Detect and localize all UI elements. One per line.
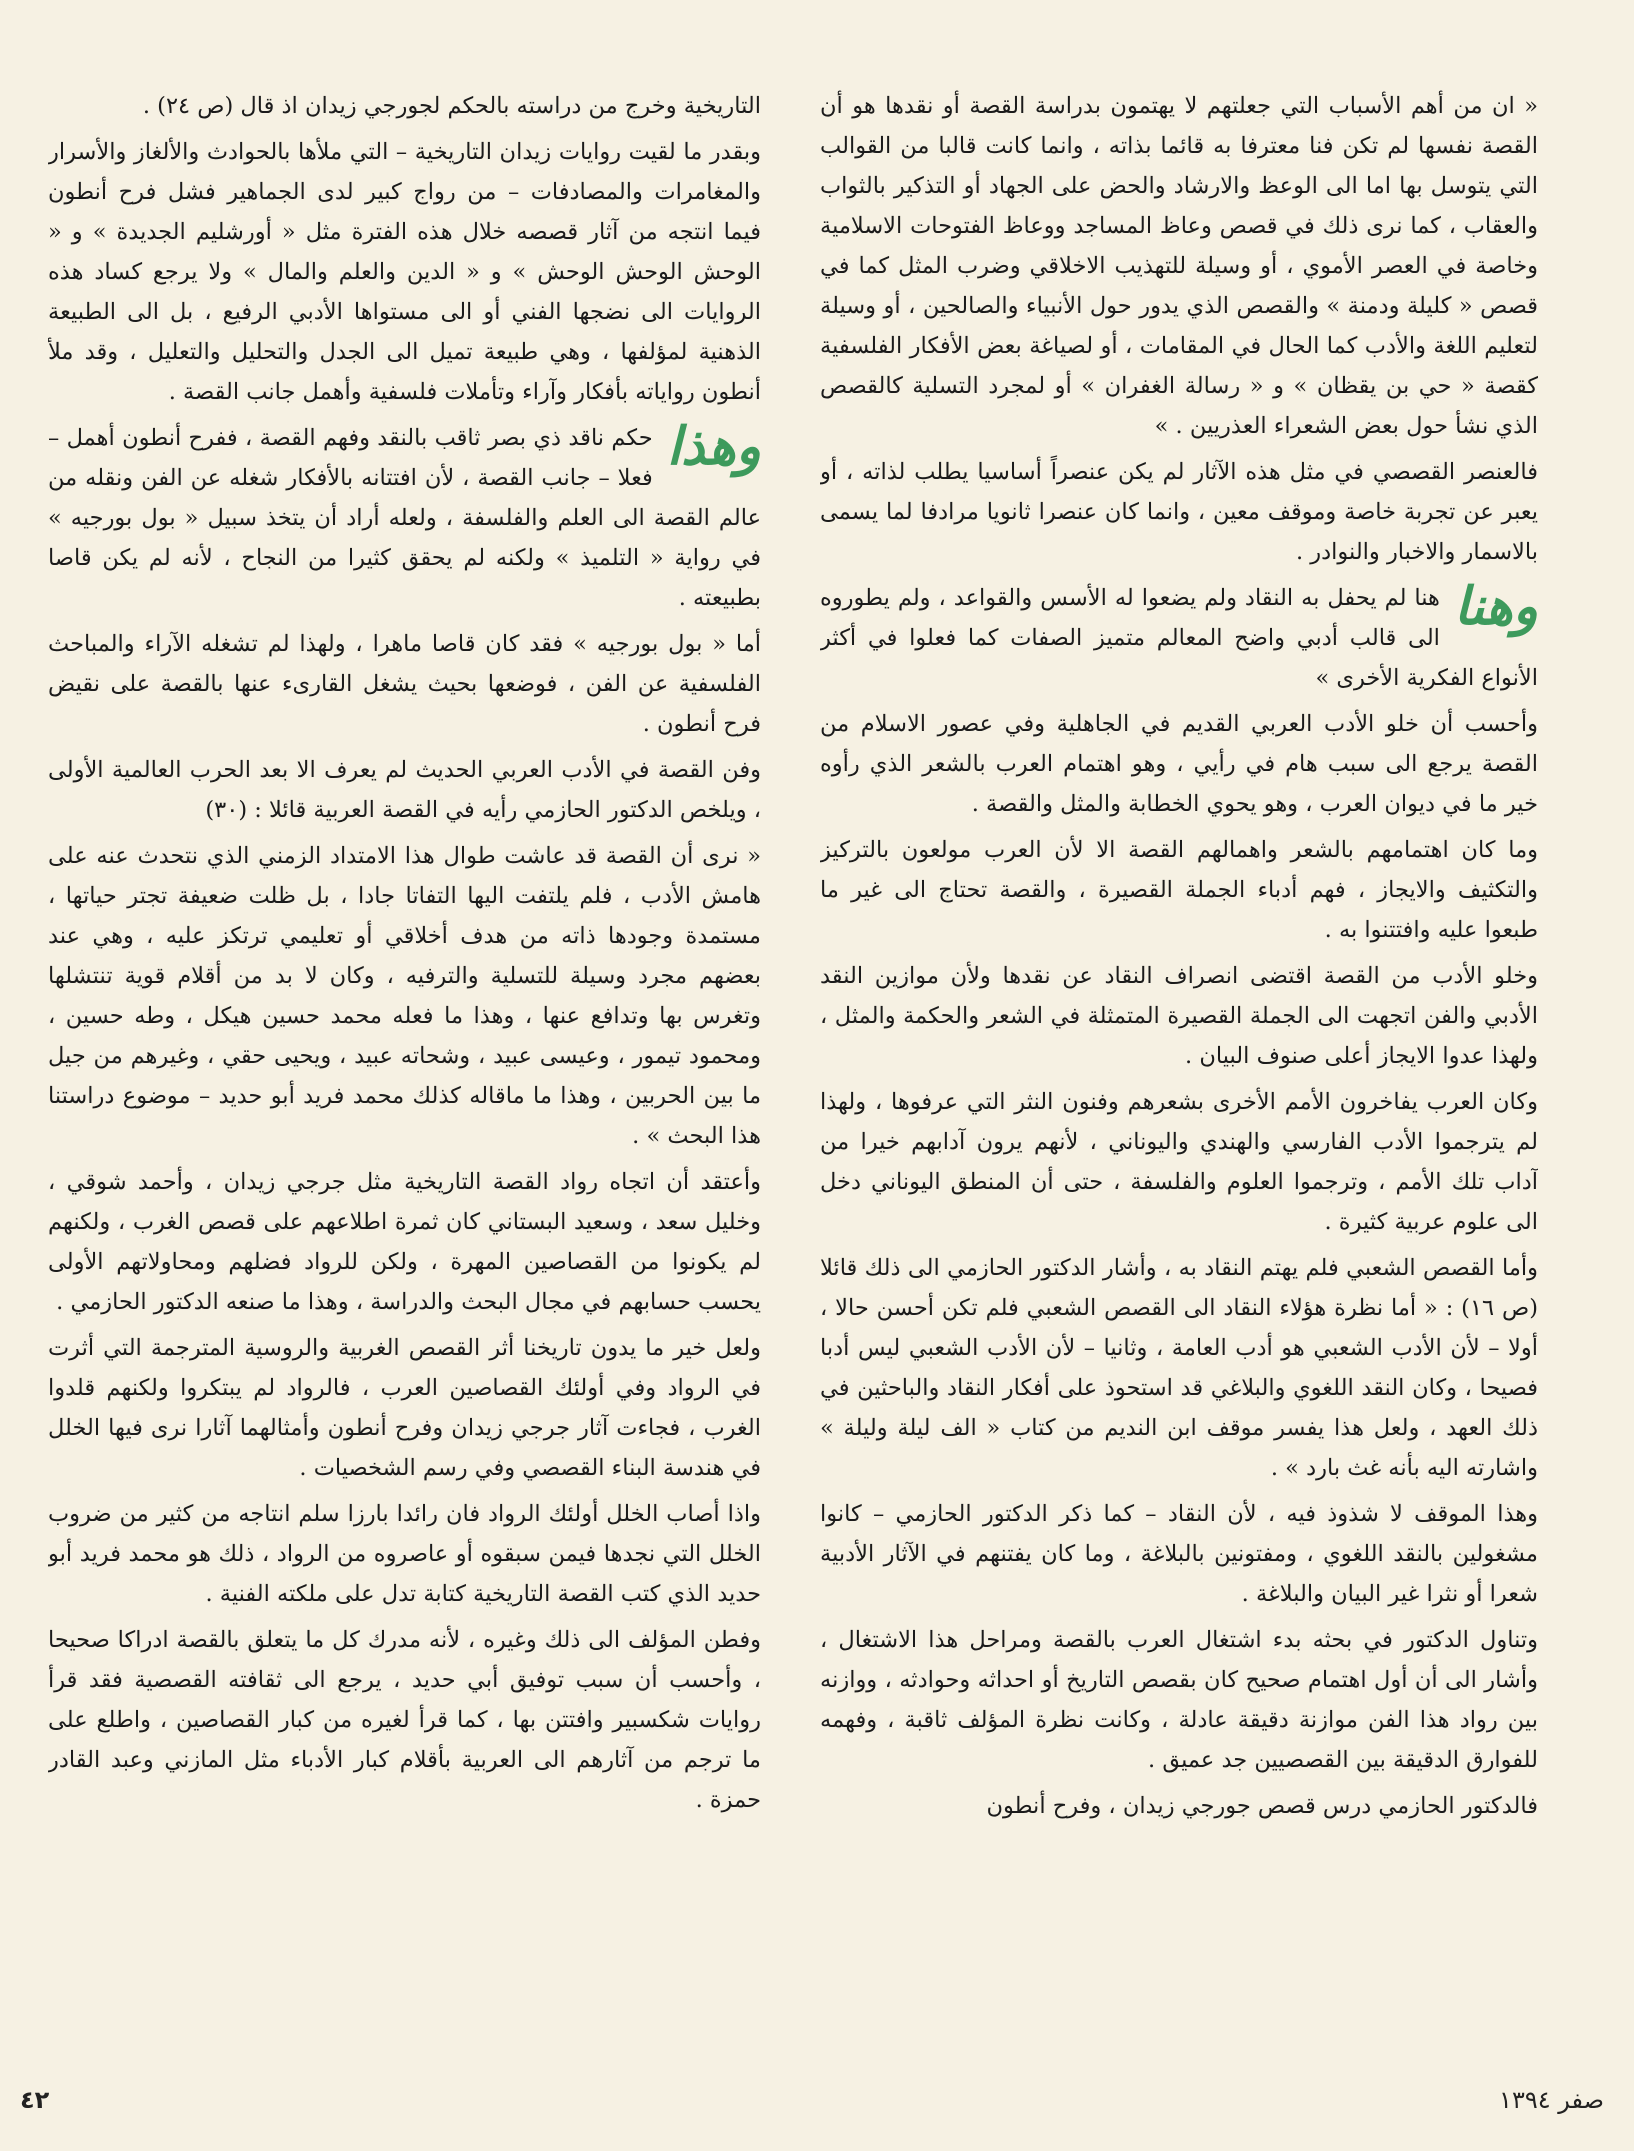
- paragraph: وهذا حكم ناقد ذي بصر ثاقب بالنقد وفهم القصة ، ففرح أنطون أهمل – فعلا – جانب القصة ، لأن افتتانه بالأفكار شغله عن الفن ونقله من عالم القصة الى العلم والفلسفة ، ولعله أراد أن يتخذ سبيل « بول بورجيه » في رواية « التلميذ » ولكنه لم يحقق كثيرا من النجاح ، لأنه لم يكن قاصا بطبيعته .: [48, 418, 761, 618]
- paragraph: أما « بول بورجيه » فقد كان قاصا ماهرا ، ولهذا لم تشغله الآراء والمباحث الفلسفية عن الفن ، فوضعها بحيث يشغل القارىء عنها بالقصة على نقيض فرح أنطون .: [48, 631, 761, 737]
- issue-date: صفر ١٣٩٤: [1499, 2086, 1604, 2114]
- paragraph: وبقدر ما لقيت روايات زيدان التاريخية – التي ملأها بالحوادث والألغاز والأسرار والمغامرات والمصادفات – من رواج كبير لدى الجماهير فشل فرح أنطون فيما انتجه من آثار قصصه خلال هذه الفترة مثل « أورشليم الجديدة » و « الوحش الوحش الوحش » و « الدين والعلم والمال » ولا يرجع كساد هذه الروايات الى نضجها الفني أو الى مستواها الأدبي الرفيع ، بل الى الطبيعة الذهنية لمؤلفها ، وهي طبيعة تميل الى الجدل والتحليل والتعليل ، وقد ملأ أنطون رواياته بأفكار وآراء وتأملات فلسفية وأهمل جانب القصة .: [48, 139, 761, 405]
- paragraph: وما كان اهتمامهم بالشعر واهمالهم القصة الا لأن العرب مولعون بالتركيز والتكثيف والايجاز ، فهم أدباء الجملة القصيرة ، والقصة تحتاج الى غير ما طبعوا عليه وافتتنوا به .: [820, 837, 1538, 943]
- paragraph: وهذا الموقف لا شذوذ فيه ، لأن النقاد – كما ذكر الدكتور الحازمي – كانوا مشغولين بالنقد اللغوي ، ومفتونين بالبلاغة ، وما كان يفتنهم في الآثار الأدبية شعرا أو نثرا غير البيان والبلاغة .: [820, 1501, 1538, 1607]
- paragraph: وخلو الأدب من القصة اقتضى انصراف النقاد عن نقدها ولأن موازين النقد الأدبي والفن اتجهت الى الجملة القصيرة المتمثلة في الشعر والحكمة والمثل ، ولهذا عدوا الايجاز أعلى صنوف البيان .: [820, 963, 1538, 1069]
- paragraph: وكان العرب يفاخرون الأمم الأخرى بشعرهم وفنون النثر التي عرفوها ، ولهذا لم يترجموا الأدب الفارسي والهندي واليوناني ، لأنهم يرون آدابهم خيرا من آداب تلك الأمم ، وترجموا العلوم والفلسفة ، حتى أن المنطق اليوناني دخل الى علوم عربية كثيرة .: [820, 1089, 1538, 1235]
- paragraph: التاريخية وخرج من دراسته بالحكم لجورجي زيدان اذ قال (ص ٢٤) .: [142, 93, 761, 119]
- article-column-right: [820, 86, 1538, 2046]
- paragraph: وأعتقد أن اتجاه رواد القصة التاريخية مثل جرجي زيدان ، وأحمد شوقي ، وخليل سعد ، وسعيد البستاني كان ثمرة اطلاعهم على قصص الغرب ، ولكنهم لم يكونوا من القصاصين المهرة ، ولكن للرواد فضلهم ومحاولاتهم الأولى يحسب حسابهم في مجال البحث والدراسة ، وهذا ما صنعه الدكتور الحازمي .: [48, 1169, 761, 1315]
- decorative-lead-word: وهذا: [666, 416, 761, 477]
- page-number: ٤٢: [20, 2086, 50, 2114]
- paragraph: وأما القصص الشعبي فلم يهتم النقاد به ، وأشار الدكتور الحازمي الى ذلك قائلا (ص ١٦) : « أما نظرة هؤلاء النقاد الى القصص الشعبي فلم تكن أحسن حالا ، أولا – لأن الأدب الشعبي هو أدب العامة ، وثانيا – لأن الأدب الشعبي ليس أدبا فصيحا ، وكان النقد اللغوي والبلاغي قد استحوذ على أفكار النقاد والباحثين في ذلك العهد ، ولعل هذا يفسر موقف ابن النديم من كتاب « الف ليلة وليلة » واشارته اليه بأنه غث بارد » .: [820, 1255, 1538, 1481]
- page-footer: [0, 2086, 1634, 2126]
- paragraph: فالدكتور الحازمي درس قصص جورجي زيدان ، وفرح أنطون: [986, 1793, 1538, 1819]
- article-column-left: [48, 86, 761, 2046]
- paragraph: وفن القصة في الأدب العربي الحديث لم يعرف الا بعد الحرب العالمية الأولى ، ويلخص الدكتور الحازمي رأيه في القصة العربية قائلا : (٣٠): [48, 757, 761, 823]
- paragraph: « نرى أن القصة قد عاشت طوال هذا الامتداد الزمني الذي نتحدث عنه على هامش الأدب ، فلم يلتفت اليها التفاتا جادا ، بل ظلت ضعيفة تجتر حياتها ، مستمدة وجودها ذاته من هدف أخلاقي أو تعليمي ترتكز عليه ، وهي عند بعضهم مجرد وسيلة للتسلية والترفيه ، وكان لا بد من أقلام قوية تنتشلها وتغرس بها وتدافع عنها ، وهذا ما فعله محمد حسين هيكل ، وطه حسين ، ومحمود تيمور ، وعيسى عبيد ، وشحاته عبيد ، ويحيى حقي ، وغيرهم من جيل ما بين الحربين ، وهذا ما ماقاله كذلك محمد فريد أبو حديد – موضوع دراستنا هذا البحث » .: [48, 843, 761, 1149]
- paragraph: فالعنصر القصصي في مثل هذه الآثار لم يكن عنصراً أساسيا يطلب لذاته ، أو يعبر عن تجربة خاصة وموقف معين ، وانما كان عنصرا ثانويا مرادفا لما يسمى بالاسمار والاخبار والنوادر .: [820, 459, 1538, 565]
- paragraph: « ان من أهم الأسباب التي جعلتهم لا يهتمون بدراسة القصة أو نقدها هو أن القصة نفسها لم تكن فنا معترفا به قائما بذاته ، وانما كانت قالبا من القوالب التي يتوسل بها اما الى الوعظ والارشاد والحض على الجهاد أو التذكير بالثواب والعقاب ، كما نرى ذلك في قصص وعاظ المساجد ووعاظ الفتوحات الاسلامية وخاصة في العصر الأموي ، أو وسيلة للتهذيب الاخلاقي وضرب المثل كما في قصص « كليلة ودمنة » والقصص الذي يدور حول الأنبياء والصالحين ، أو وسيلة لتعليم اللغة والأدب كما الحال في المقامات ، أو لصياغة بعض الأفكار الفلسفية كقصة « حي بن يقظان » و « رسالة الغفران » أو لمجرد التسلية كالقصص الذي نشأ حول بعض الشعراء العذريين . »: [820, 93, 1538, 439]
- paragraph: وفطن المؤلف الى ذلك وغيره ، لأنه مدرك كل ما يتعلق بالقصة ادراكا صحيحا ، وأحسب أن سبب توفيق أبي حديد ، يرجع الى ثقافته القصصية فقد قرأ روايات شكسبير وافتتن بها ، كما قرأ لغيره من كبار القصاصين ، واطلع على ما ترجم من آثارهم الى العربية بأقلام كبار الأدباء مثل المازني وعبد القادر حمزة .: [48, 1627, 761, 1813]
- decorative-lead-word: وهنا: [1453, 576, 1538, 637]
- paragraph: وهنا هنا لم يحفل به النقاد ولم يضعوا له الأسس والقواعد ، ولم يطوروه الى قالب أدبي واضح المعالم متميز الصفات كما فعلوا في أكثر الأنواع الفكرية الأخرى »: [820, 578, 1538, 698]
- paragraph: وتناول الدكتور في بحثه بدء اشتغال العرب بالقصة ومراحل هذا الاشتغال ، وأشار الى أن أول اهتمام صحيح كان بقصص التاريخ أو احداثه وحوادثه ، ووازنه بين رواد هذا الفن موازنة دقيقة عادلة ، وكانت نظرة المؤلف ثاقبة ، وفهمه للفوارق الدقيقة بين القصصيين جد عميق .: [820, 1627, 1538, 1773]
- paragraph: وأحسب أن خلو الأدب العربي القديم في الجاهلية وفي عصور الاسلام من القصة يرجع الى سبب هام في رأيي ، وهو اهتمام العرب بالشعر الذي رأوه خير ما في ديوان العرب ، وهو يحوي الخطابة والمثل والقصة .: [820, 711, 1538, 817]
- paragraph: ولعل خير ما يدون تاريخنا أثر القصص الغربية والروسية المترجمة التي أثرت في الرواد وفي أولئك القصاصين العرب ، فالرواد لم يبتكروا ولكنهم قلدوا الغرب ، فجاءت آثار جرجي زيدان وفرح أنطون وأمثالهما آثارا نرى فيها الخلل في هندسة البناء القصصي وفي رسم الشخصيات .: [48, 1335, 761, 1481]
- paragraph: واذا أصاب الخلل أولئك الرواد فان رائدا بارزا سلم انتاجه من كثير من ضروب الخلل التي نجدها فيمن سبقوه أو عاصروه من الرواد ، ذلك هو محمد فريد أبو حديد الذي كتب القصة التاريخية كتابة تدل على ملكته الفنية .: [48, 1501, 761, 1607]
